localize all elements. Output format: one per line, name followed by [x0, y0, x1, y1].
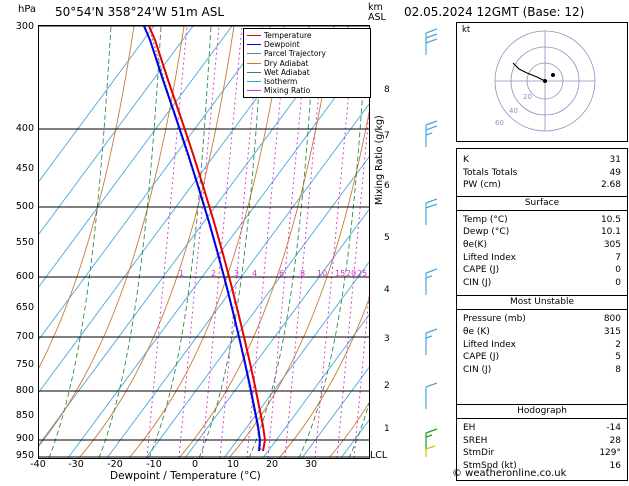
km-tick-4: 4 — [384, 285, 390, 295]
mix-label-4: 4 — [252, 269, 258, 278]
mix-label-15: 15 — [335, 269, 346, 278]
datetime-header: 02.05.2024 12GMT (Base: 12) — [404, 5, 585, 19]
mixing-ratio-axis-title: Mixing Ratio (g/kg) — [374, 115, 385, 205]
surface-value-thetae: 305 — [603, 239, 621, 250]
y-tick-800: 800 — [15, 385, 34, 396]
index-value-pw: 2.68 — [600, 180, 621, 191]
index-value-totals: 49 — [609, 167, 621, 178]
legend-label-mixing-ratio: Mixing Ratio — [264, 86, 311, 96]
legend-label-parcel: Parcel Trajectory — [264, 49, 326, 59]
pressure-unit-label: hPa — [18, 4, 37, 15]
wind-barb-800 — [426, 383, 437, 409]
km-tick-3: 3 — [384, 334, 390, 344]
unstable-value-cape: 5 — [615, 352, 621, 363]
height-unit-km: km — [368, 2, 383, 13]
mix-label-20: 20 — [346, 269, 357, 278]
legend-item-wet-adiabat — [247, 68, 367, 77]
y-tick-600: 600 — [15, 271, 34, 282]
y-tick-950: 950 — [15, 450, 34, 461]
hodo-label-eh: EH — [463, 423, 476, 433]
hodo-value-sreh: 28 — [609, 435, 621, 446]
svg-text:40: 40 — [509, 107, 518, 115]
hodo-row-stmdir — [457, 447, 627, 460]
km-tick-8: 8 — [384, 85, 390, 95]
hodograph-panel — [456, 22, 628, 142]
y-tick-750: 750 — [15, 359, 34, 370]
unstable-value-thetae: 315 — [603, 326, 621, 337]
unstable-label-li: Lifted Index — [463, 339, 516, 350]
index-label-totals: Totals Totals — [463, 167, 518, 178]
legend-swatch-temperature — [247, 35, 261, 36]
legend-item-dry-adiabat — [247, 59, 367, 68]
unstable-row-li — [457, 339, 627, 352]
unstable-label-cape: CAPE (J) — [463, 352, 500, 363]
mix-label-25: 25 — [357, 269, 368, 278]
y-tick-850: 850 — [15, 410, 34, 421]
y-tick-900: 900 — [15, 433, 34, 444]
surface-label-dewp: Dewp (°C) — [463, 227, 510, 238]
km-tick-2: 2 — [384, 381, 390, 391]
hodograph-section-header: Hodograph — [457, 405, 627, 419]
hodo-value-stmspd: 16 — [609, 460, 621, 471]
hodo-row-eh — [457, 422, 627, 435]
surface-label-li: Lifted Index — [463, 252, 516, 263]
wind-barb-300 — [426, 29, 437, 55]
index-row-totals — [457, 167, 627, 180]
legend-item-isotherm — [247, 77, 367, 86]
station-label: 50°54'N 358°24'W 51m ASL — [55, 5, 225, 19]
unstable-row-thetae — [457, 326, 627, 339]
x-tick--20: -20 — [107, 459, 123, 470]
wind-barb-500 — [426, 199, 437, 225]
mix-label-2: 2 — [211, 269, 217, 278]
unstable-row-cape — [457, 351, 627, 364]
legend-label-dry-adiabat: Dry Adiabat — [264, 58, 309, 68]
legend-label-wet-adiabat: Wet Adiabat — [264, 67, 310, 77]
index-row-k — [457, 154, 627, 167]
hodo-value-eh: -14 — [606, 423, 621, 433]
legend-swatch-isotherm — [247, 81, 261, 82]
svg-text:20: 20 — [523, 93, 532, 101]
wind-barb-600 — [426, 269, 437, 295]
surface-row-li — [457, 252, 627, 265]
legend-item-parcel — [247, 49, 367, 58]
legend-item-temperature — [247, 31, 367, 40]
x-tick--10: -10 — [146, 459, 162, 470]
svg-text:60: 60 — [495, 119, 504, 127]
surface-row-temp — [457, 214, 627, 227]
hodo-label-sreh: SREH — [463, 435, 488, 446]
unstable-row-pressure — [457, 313, 627, 326]
hodo-label-stmspd: StmSpd (kt) — [463, 460, 517, 471]
legend-swatch-parcel — [247, 53, 261, 54]
height-unit-label — [368, 3, 386, 23]
km-tick-1: 1 — [384, 424, 390, 434]
surface-row-cape — [457, 264, 627, 277]
copyright-footer: © weatheronline.co.uk — [452, 468, 567, 479]
surface-row-dewp — [457, 226, 627, 239]
unstable-section-header: Most Unstable — [457, 295, 627, 310]
unstable-value-cin: 8 — [615, 364, 621, 375]
hodo-value-stmdir: 129° — [599, 448, 621, 459]
surface-value-li: 7 — [615, 252, 621, 263]
surface-label-cape: CAPE (J) — [463, 265, 500, 276]
wind-barb-700 — [426, 329, 437, 355]
hodo-row-sreh — [457, 435, 627, 448]
km-tick-5: 5 — [384, 233, 390, 243]
index-row-pw — [457, 179, 627, 192]
wind-barb-950 — [426, 446, 435, 457]
surface-value-cape: 0 — [615, 265, 621, 276]
unstable-value-pressure: 800 — [603, 314, 621, 325]
wind-barb-400 — [426, 121, 437, 147]
hodo-label-stmdir: StmDir — [463, 448, 495, 459]
surface-label-cin: CIN (J) — [463, 277, 492, 288]
x-tick-30: 30 — [304, 459, 318, 470]
surface-label-thetae: θe(K) — [463, 239, 487, 250]
index-label-k: K — [463, 155, 469, 165]
y-tick-450: 450 — [15, 163, 34, 174]
unstable-value-li: 2 — [615, 339, 621, 350]
mix-label-8: 8 — [300, 269, 306, 278]
surface-row-thetae — [457, 239, 627, 252]
y-tick-400: 400 — [15, 123, 34, 134]
legend-swatch-dry-adiabat — [247, 63, 261, 64]
legend-label-temperature: Temperature — [264, 31, 312, 40]
legend-swatch-dewpoint — [247, 44, 261, 45]
x-axis-title: Dewpoint / Temperature (°C) — [110, 470, 261, 482]
surface-row-cin — [457, 277, 627, 290]
hodograph-unit-label: kt — [462, 25, 471, 35]
x-tick-0: 0 — [191, 459, 199, 470]
x-tick-20: 20 — [265, 459, 279, 470]
indices-panel — [456, 148, 628, 422]
legend-swatch-wet-adiabat — [247, 72, 261, 73]
index-label-pw: PW (cm) — [463, 180, 501, 191]
legend-item-dewpoint — [247, 40, 367, 49]
mix-label-6: 6 — [279, 269, 285, 278]
surface-value-dewp: 10.1 — [600, 227, 621, 238]
km-tick-7: 7 — [384, 131, 390, 141]
wind-barb-column — [404, 25, 454, 457]
km-tick-6: 6 — [384, 181, 390, 191]
x-tick--30: -30 — [68, 459, 84, 470]
lcl-label: LCL — [370, 450, 388, 461]
legend — [243, 28, 371, 98]
x-tick--40: -40 — [30, 459, 46, 470]
y-tick-300: 300 — [15, 21, 34, 32]
legend-item-mixing-ratio — [247, 86, 367, 95]
unstable-label-thetae: θe (K) — [463, 326, 490, 337]
y-tick-550: 550 — [15, 237, 34, 248]
height-unit-asl: ASL — [368, 12, 386, 23]
unstable-label-pressure: Pressure (mb) — [463, 314, 526, 325]
surface-section-header: Surface — [457, 196, 627, 211]
x-tick-10: 10 — [226, 459, 240, 470]
mix-label-10: 10 — [317, 269, 328, 278]
y-tick-700: 700 — [15, 331, 34, 342]
index-value-k: 31 — [609, 155, 621, 165]
legend-label-isotherm: Isotherm — [264, 76, 298, 86]
unstable-label-cin: CIN (J) — [463, 364, 492, 375]
mix-label-1: 1 — [179, 269, 185, 278]
surface-value-cin: 0 — [615, 277, 621, 288]
unstable-row-cin — [457, 364, 627, 377]
y-tick-650: 650 — [15, 302, 34, 313]
legend-label-dewpoint: Dewpoint — [264, 40, 300, 50]
mix-label-3: 3 — [234, 269, 240, 278]
y-tick-500: 500 — [15, 201, 34, 212]
legend-swatch-mixing-ratio — [247, 90, 261, 91]
surface-label-temp: Temp (°C) — [463, 214, 508, 225]
surface-value-temp: 10.5 — [600, 214, 621, 225]
